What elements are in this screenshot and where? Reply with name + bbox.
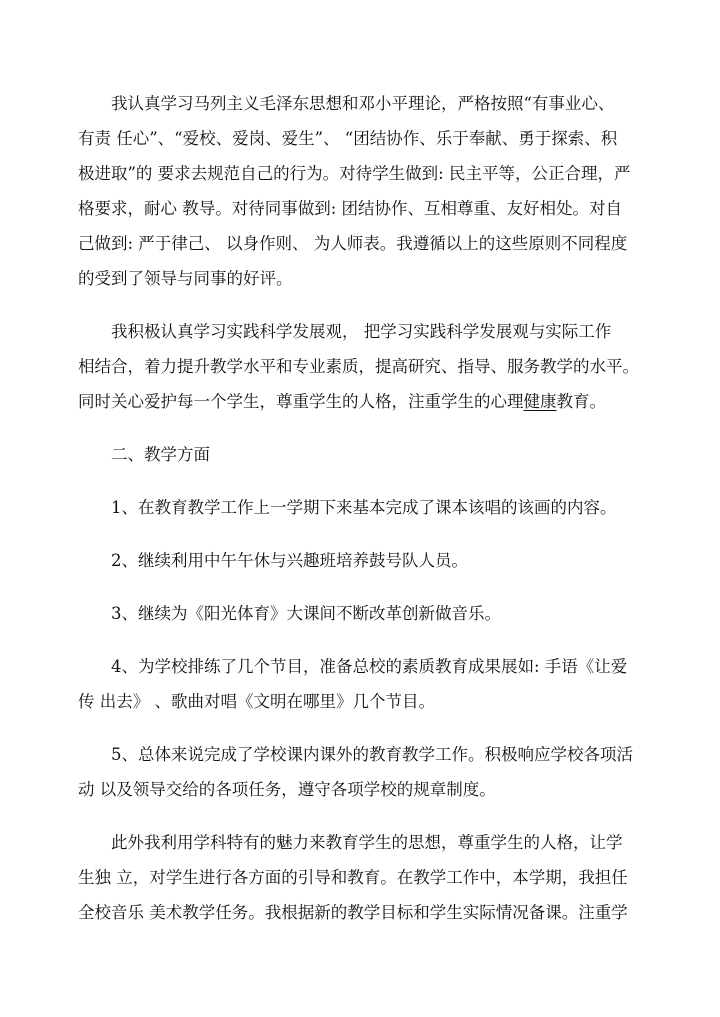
text-line: 我积极认真学习实践科学发展观， 把学习实践科学发展观与实际工作 (111, 322, 612, 341)
text-line: 极进取”的 要求去规范自己的行为。对待学生做到: 民主平等，公正合理，严 (78, 164, 631, 183)
list-item-5 (78, 737, 650, 807)
document-page (78, 86, 650, 948)
text-line: 全校音乐 美术教学任务。我根据新的教学目标和学生实际情况备课。注重学 (78, 903, 628, 922)
text-line: 传 出去》 、歌曲对唱《文明在哪里》几个节目。 (78, 692, 435, 711)
text-line: 我认真学习马列主义毛泽东思想和邓小平理论，严格按照“有事业心、 (111, 94, 615, 113)
text-line: 的受到了领导与同事的好评。 (78, 269, 293, 288)
text-line: 有责 任心”、“爱校、爱岗、爱生”、 “团结协作、乐于奉献、勇于探索、积 (78, 129, 618, 148)
text-line: 4、为学校排练了几个节目，准备总校的素质教育成果展如: 手语《让爱 (111, 657, 628, 676)
list-item-1 (78, 490, 650, 525)
text-line: 1、在教育教学工作上一学期下来基本完成了课本该唱的该画的内容。 (111, 498, 617, 517)
text-line: 格要求，耐心 教导。对待同事做到: 团结协作、互相尊重、友好相处。对自 (78, 199, 623, 218)
underlined-link-text[interactable]: 健康 (523, 392, 557, 411)
paragraph-subject-charm (78, 825, 650, 930)
list-item-3 (78, 596, 650, 631)
heading-text: 二、教学方面 (111, 445, 210, 464)
paragraph-political-study (78, 86, 650, 296)
text-line: 2、继续利用中午午休与兴趣班培养鼓号队人员。 (111, 551, 468, 570)
text-line: 己做到: 严于律己、 以身作则、 为人师表。我遵循以上的这些原则不同程度 (78, 234, 628, 253)
text-line: 此外我利用学科特有的魅力来教育学生的思想，尊重学生的人格，让学 (111, 833, 623, 852)
text-line: 动 以及领导交给的各项任务，遵守各项学校的规章制度。 (78, 780, 496, 799)
text-segment: 同时关心爱护每一个学生，尊重学生的人格，注重学生的心理 (78, 392, 524, 411)
text-segment: 教育。 (556, 392, 606, 411)
text-line: 3、继续为《阳光体育》大课间不断改革创新做音乐。 (111, 604, 501, 623)
text-line (78, 384, 650, 419)
text-line: 相结合，着力提升教学水平和专业素质，提高研究、指导、服务教学的水平。 (78, 357, 639, 376)
text-line: 5、总体来说完成了学校课内课外的教育教学工作。积极响应学校各项活 (111, 745, 633, 764)
paragraph-scientific-development (78, 314, 650, 419)
section-heading-teaching (78, 437, 650, 472)
list-item-2 (78, 543, 650, 578)
text-line: 生独 立，对学生进行各方面的引导和教育。在教学工作中，本学期，我担任 (78, 868, 628, 887)
list-item-4 (78, 649, 650, 719)
